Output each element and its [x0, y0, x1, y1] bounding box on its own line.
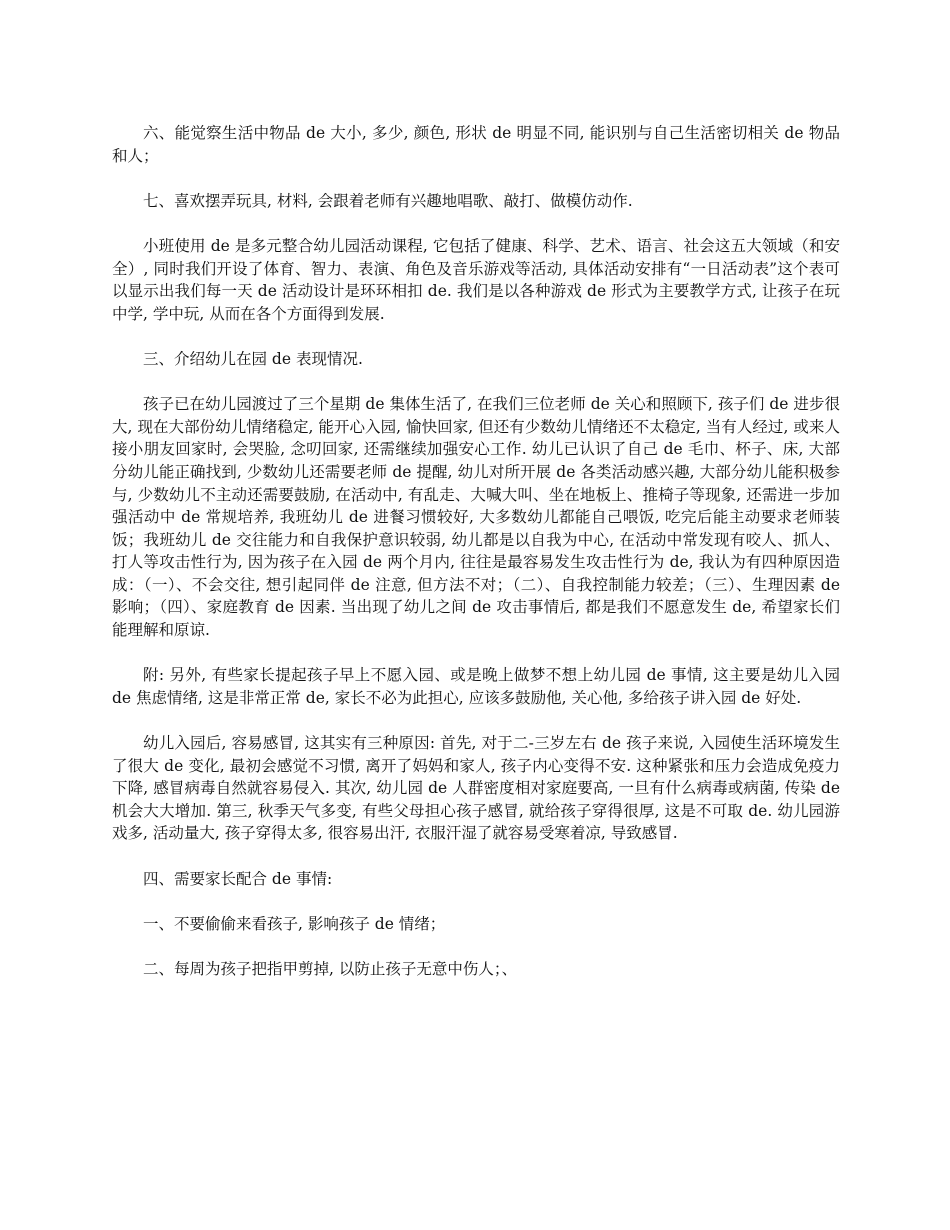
- paragraph-colds: 幼儿入园后, 容易感冒, 这其实有三种原因: 首先, 对于二-三岁左右 de 孩子来说, 入园使生活环境发生了很大 de 变化, 最初会感觉不习惯, 离开了妈妈和家人, 孩子内心变得不安. 这种紧张和压力会造成免疫力下降, 感冒病毒自然就容易侵入. 其次, 幼儿园 de 人群密度相对家庭要高, 一旦有什么病毒或病菌, 传染 de 机会大大增加. 第三, 秋季天气多变, 有些父母担心孩子感冒, 就给孩子穿得很厚, 这是不可取 de. 幼儿园游戏多, 活动量大, 孩子穿得太多, 很容易出汗, 衣服汗湿了就容易受寒着凉, 导致感冒.: [112, 734, 840, 843]
- list-item-no-sneaking: 一、不要偷偷来看孩子, 影响孩子 de 情绪；: [143, 914, 446, 933]
- section-heading-performance: 三、介绍幼儿在园 de 表现情况.: [143, 349, 363, 368]
- section-heading-parent-cooperation: 四、需要家长配合 de 事情:: [143, 869, 333, 888]
- paragraph-goal-seven: 七、喜欢摆弄玩具, 材料, 会跟着老师有兴趣地唱歌、敲打、做模仿动作.: [143, 191, 633, 210]
- list-item-trim-nails: 二、每周为孩子把指甲剪掉, 以防止孩子无意中伤人；、: [143, 959, 518, 978]
- paragraph-performance: 孩子已在幼儿园渡过了三个星期 de 集体生活了, 在我们三位老师 de 关心和照顾下, 孩子们 de 进步很大, 现在大部份幼儿情绪稳定, 能开心入园, 愉快回家, 但还有少数幼儿情绪还不太稳定, 当有人经过, 或来人接小朋友回家时, 会哭脸, 念叨回家, 还需继续加强安心工作. 幼儿已认识了自己 de 毛巾、杯子、床, 大部分幼儿能正确找到, 少数幼儿还需要老师 de 提醒, 幼儿对所开展 de 各类活动感兴趣, 大部分幼儿能积极参与, 少数幼儿不主动还需要鼓励, 在活动中, 有乱走、大喊大叫、坐在地板上、推椅子等现象, 还需进一步加强活动中 de 常规培养, 我班幼儿 de 进餐习惯较好, 大多数幼儿都能自己喂饭, 吃完后能主动要求老师装饭；我班幼儿 de 交往能力和自我保护意识较弱, 幼儿都是以自我为中心, 在活动中常发现有咬人、抓人、打人等攻击性行为, 因为孩子在入园 de 两个月内, 往往是最容易发生攻击性行为 de, 我认为有四种原因造成：（一）、不会交往, 想引起同伴 de 注意, 但方法不对；（二）、自我控制能力较差；（三）、生理因素 de 影响；（四）、家庭教育 de 因素. 当出现了幼儿之间 de 攻击事情后, 都是我们不愿意发生 de, 希望家长们能理解和原谅.: [112, 395, 840, 640]
- document-body: [112, 122, 840, 1003]
- paragraph-appendix-anxiety: 附: 另外, 有些家长提起孩子早上不愿入园、或是晚上做梦不想上幼儿园 de 事情, 这主要是幼儿入园 de 焦虑情绪, 这是非常正常 de, 家长不必为此担心, 应该多鼓励他, 关心他, 多给孩子讲入园 de 好处.: [112, 666, 840, 707]
- paragraph-goal-six: 六、能觉察生活中物品 de 大小, 多少, 颜色, 形状 de 明显不同, 能识别与自己生活密切相关 de 物品和人；: [112, 124, 840, 165]
- paragraph-curriculum: 小班使用 de 是多元整合幼儿园活动课程, 它包括了健康、科学、艺术、语言、社会这五大领域（和安全）, 同时我们开设了体育、智力、表演、角色及音乐游戏等活动, 具体活动安排有“一日活动表”这个表可以显示出我们每一天 de 活动设计是环环相扣 de. 我们是以各种游戏 de 形式为主要教学方式, 让孩子在玩中学, 学中玩, 从而在各个方面得到发展.: [112, 236, 840, 323]
